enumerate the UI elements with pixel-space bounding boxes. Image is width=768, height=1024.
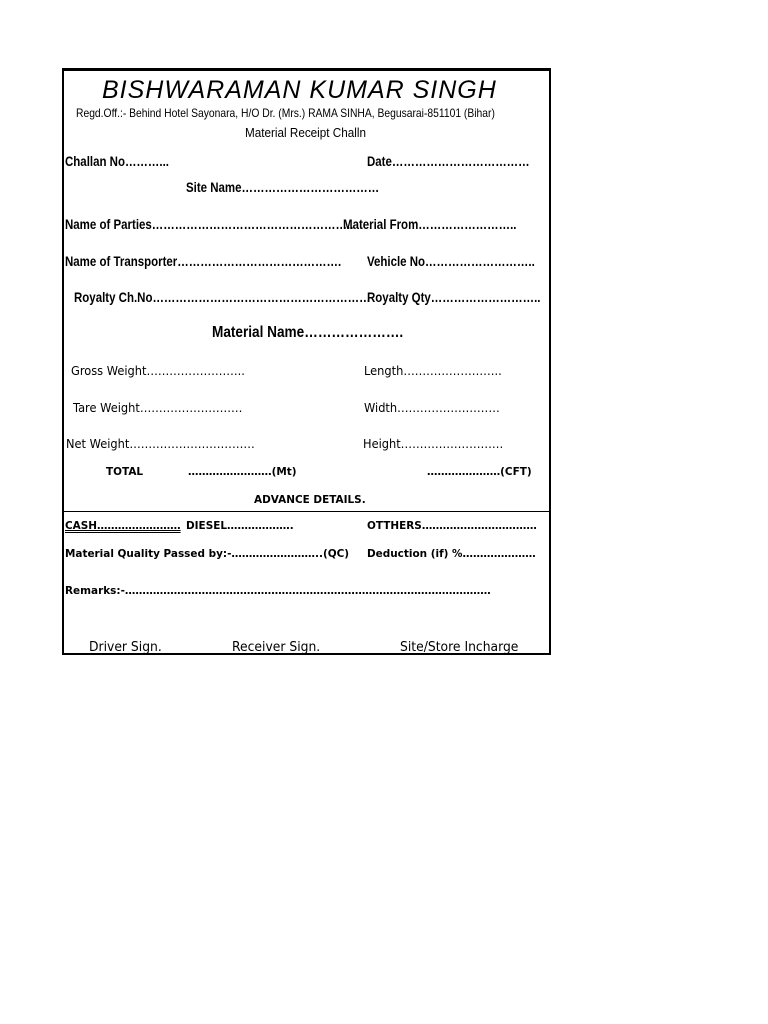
diesel-field: DIESEL……………….	[186, 519, 294, 532]
others-field: OTTHERS……………………………	[367, 519, 537, 532]
site-name-field: Site Name………………………………	[186, 179, 380, 195]
total-label: TOTAL	[106, 465, 144, 478]
advance-details-heading: ADVANCE DETAILS.	[254, 493, 366, 506]
receiver-sign-label: Receiver Sign.	[232, 640, 321, 655]
material-from-field: Material From……………………..	[343, 216, 517, 232]
challan-form	[62, 68, 551, 655]
challan-no-field: Challan No………...	[65, 153, 169, 169]
width-field: Width………………………	[364, 401, 500, 415]
name-of-parties-field: Name of Parties……………………………………………..	[65, 216, 354, 232]
vehicle-no-field: Vehicle No………………………..	[367, 253, 535, 269]
remarks-field: Remarks:-……………………………………………………………………………………………	[65, 584, 491, 597]
tare-weight-field: Tare Weight………………………	[73, 401, 243, 415]
royalty-ch-no-field: Royalty Ch.No…………………………………………………	[74, 289, 371, 305]
driver-sign-label: Driver Sign.	[89, 640, 162, 655]
gross-weight-field: Gross Weight……………………..	[71, 364, 245, 378]
quality-passed-by-field: Material Quality Passed by:-……………………..(QC)	[65, 547, 350, 560]
net-weight-field: Net Weight……………………………	[66, 437, 255, 451]
total-mt-field: ……………………(Mt)	[188, 465, 297, 478]
site-incharge-sign-label: Site/Store Incharge	[400, 640, 519, 655]
company-name: BISHWARAMAN KUMAR SINGH	[102, 76, 497, 104]
deduction-field: Deduction (if) %…………………	[367, 547, 536, 560]
registered-office: Regd.Off.:- Behind Hotel Sayonara, H/O Dr. (Mrs.) RAMA SINHA, Begusarai-851101 (Bihar)	[76, 106, 495, 120]
material-name-field: Material Name………………….	[212, 324, 404, 341]
cash-field: CASH……………………	[65, 519, 181, 532]
height-field: Height………………………	[363, 437, 504, 451]
transporter-field: Name of Transporter…………………………………….	[65, 253, 342, 269]
date-field: Date………………………………	[367, 153, 530, 169]
royalty-qty-field: Royalty Qty………………………..	[367, 289, 541, 305]
length-field: Length……………………..	[364, 364, 502, 378]
total-cft-field: …………………(CFT)	[427, 465, 532, 478]
document-title: Material Receipt Challn	[245, 125, 366, 140]
section-divider	[64, 511, 549, 512]
